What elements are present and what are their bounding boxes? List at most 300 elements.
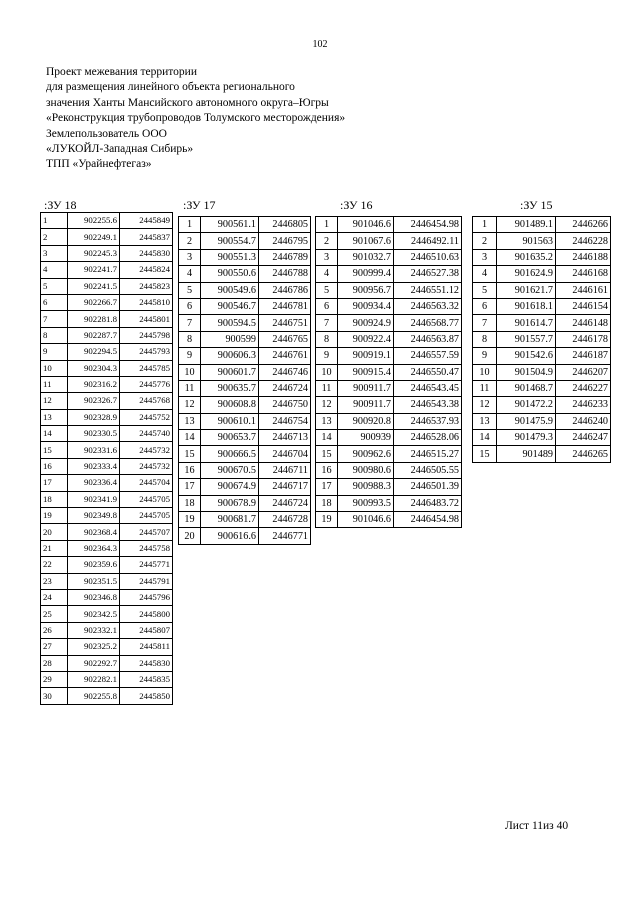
y-coordinate-cell: 2446265	[556, 446, 611, 462]
point-number-cell: 13	[179, 413, 201, 429]
plot-label-zu18: :ЗУ 18	[44, 198, 77, 212]
x-coordinate-cell: 900924.9	[338, 315, 394, 331]
table-row	[41, 573, 173, 589]
y-coordinate-cell: 2446781	[259, 298, 311, 314]
point-number-cell: 9	[316, 348, 338, 364]
y-coordinate-cell: 2445800	[120, 606, 173, 622]
y-coordinate-cell: 2445705	[120, 508, 173, 524]
table-row	[316, 249, 462, 265]
x-coordinate-cell: 900610.1	[201, 413, 259, 429]
y-coordinate-cell: 2446751	[259, 315, 311, 331]
y-coordinate-cell: 2446568.77	[394, 315, 462, 331]
y-coordinate-cell: 2446788	[259, 266, 311, 282]
y-coordinate-cell: 2446227	[556, 380, 611, 396]
y-coordinate-cell: 2446515.27	[394, 446, 462, 462]
x-coordinate-cell: 901635.2	[497, 249, 556, 265]
x-coordinate-cell: 901557.7	[497, 331, 556, 347]
point-number-cell: 4	[473, 266, 497, 282]
table-row	[179, 512, 311, 528]
y-coordinate-cell: 2446765	[259, 331, 311, 347]
x-coordinate-cell: 901563	[497, 233, 556, 249]
point-number-cell: 16	[316, 462, 338, 478]
point-number-cell: 18	[316, 495, 338, 511]
y-coordinate-cell: 2446188	[556, 249, 611, 265]
table-row	[316, 495, 462, 511]
plot-label-zu15: :ЗУ 15	[520, 198, 553, 212]
point-number-cell: 16	[41, 458, 68, 474]
point-number-cell: 11	[179, 380, 201, 396]
point-number-cell: 18	[179, 495, 201, 511]
table-row	[41, 458, 173, 474]
table-row	[179, 495, 311, 511]
x-coordinate-cell: 902294.5	[68, 344, 120, 360]
table-row	[179, 430, 311, 446]
point-number-cell: 4	[179, 266, 201, 282]
point-number-cell: 15	[473, 446, 497, 462]
plot-label-zu17: :ЗУ 17	[183, 198, 216, 212]
table-row	[41, 622, 173, 638]
x-coordinate-cell: 900915.4	[338, 364, 394, 380]
point-number-cell: 14	[41, 426, 68, 442]
table-row	[41, 426, 173, 442]
x-coordinate-cell: 902325.2	[68, 639, 120, 655]
point-number-cell: 23	[41, 573, 68, 589]
table-row	[473, 413, 611, 429]
y-coordinate-cell: 2446207	[556, 364, 611, 380]
y-coordinate-cell: 2446761	[259, 348, 311, 364]
x-coordinate-cell: 900922.4	[338, 331, 394, 347]
table-row	[41, 557, 173, 573]
point-number-cell: 5	[179, 282, 201, 298]
point-number-cell: 15	[41, 442, 68, 458]
x-coordinate-cell: 901621.7	[497, 282, 556, 298]
point-number-cell: 7	[41, 311, 68, 327]
x-coordinate-cell: 902333.4	[68, 458, 120, 474]
y-coordinate-cell: 2445758	[120, 540, 173, 556]
table-row	[473, 446, 611, 462]
point-number-cell: 6	[316, 298, 338, 314]
table-row	[41, 540, 173, 556]
point-number-cell: 29	[41, 671, 68, 687]
point-number-cell: 8	[473, 331, 497, 347]
table-row	[179, 331, 311, 347]
point-number-cell: 6	[179, 298, 201, 314]
x-coordinate-cell: 900920.8	[338, 413, 394, 429]
point-number-cell: 15	[316, 446, 338, 462]
point-number-cell: 5	[41, 278, 68, 294]
table-row	[179, 364, 311, 380]
y-coordinate-cell: 2446483.72	[394, 495, 462, 511]
point-number-cell: 3	[316, 249, 338, 265]
table-row	[316, 479, 462, 495]
y-coordinate-cell: 2446805	[259, 217, 311, 233]
y-coordinate-cell: 2446754	[259, 413, 311, 429]
table-row	[316, 233, 462, 249]
x-coordinate-cell: 902304.3	[68, 360, 120, 376]
y-coordinate-cell: 2446771	[259, 528, 311, 544]
x-coordinate-cell: 900666.5	[201, 446, 259, 462]
table-row	[179, 479, 311, 495]
x-coordinate-cell: 902368.4	[68, 524, 120, 540]
header-line: «Реконструкция трубопроводов Толумского месторождения»	[46, 112, 346, 125]
table-row	[179, 315, 311, 331]
point-number-cell: 2	[179, 233, 201, 249]
point-number-cell: 18	[41, 491, 68, 507]
x-coordinate-cell: 902351.5	[68, 573, 120, 589]
table-row	[316, 446, 462, 462]
y-coordinate-cell: 2445811	[120, 639, 173, 655]
x-coordinate-cell: 900678.9	[201, 495, 259, 511]
x-coordinate-cell: 900911.7	[338, 380, 394, 396]
table-row	[41, 229, 173, 245]
table-row	[473, 397, 611, 413]
x-coordinate-cell: 902336.4	[68, 475, 120, 491]
y-coordinate-cell: 2446724	[259, 495, 311, 511]
table-row	[179, 528, 311, 544]
x-coordinate-cell: 902245.3	[68, 245, 120, 261]
y-coordinate-cell: 2446795	[259, 233, 311, 249]
x-coordinate-cell: 900635.7	[201, 380, 259, 396]
y-coordinate-cell: 2446168	[556, 266, 611, 282]
y-coordinate-cell: 2446724	[259, 380, 311, 396]
y-coordinate-cell: 2446563.87	[394, 331, 462, 347]
table-row	[41, 639, 173, 655]
header-line: Землепользователь ООО	[46, 127, 167, 140]
y-coordinate-cell: 2445837	[120, 229, 173, 245]
point-number-cell: 17	[179, 479, 201, 495]
x-coordinate-cell: 900599	[201, 331, 259, 347]
x-coordinate-cell: 901046.6	[338, 217, 394, 233]
table-row	[316, 380, 462, 396]
y-coordinate-cell: 2446187	[556, 348, 611, 364]
y-coordinate-cell: 2445823	[120, 278, 173, 294]
point-number-cell: 6	[41, 294, 68, 310]
table-row	[316, 397, 462, 413]
point-number-cell: 13	[473, 413, 497, 429]
point-number-cell: 22	[41, 557, 68, 573]
table-row	[41, 524, 173, 540]
table-row	[41, 327, 173, 343]
y-coordinate-cell: 2446454.98	[394, 512, 462, 528]
coordinates-table-zu15	[472, 216, 611, 463]
table-row	[41, 475, 173, 491]
y-coordinate-cell: 2445785	[120, 360, 173, 376]
y-coordinate-cell: 2446454.98	[394, 217, 462, 233]
x-coordinate-cell: 902255.6	[68, 213, 120, 229]
y-coordinate-cell: 2446240	[556, 413, 611, 429]
table-row	[41, 671, 173, 687]
x-coordinate-cell: 901046.6	[338, 512, 394, 528]
x-coordinate-cell: 902364.3	[68, 540, 120, 556]
x-coordinate-cell: 901032.7	[338, 249, 394, 265]
point-number-cell: 7	[179, 315, 201, 331]
point-number-cell: 20	[41, 524, 68, 540]
point-number-cell: 13	[316, 413, 338, 429]
y-coordinate-cell: 2445768	[120, 393, 173, 409]
y-coordinate-cell: 2446704	[259, 446, 311, 462]
x-coordinate-cell: 900546.7	[201, 298, 259, 314]
header-line: «ЛУКОЙЛ-Западная Сибирь»	[46, 143, 194, 156]
point-number-cell: 3	[41, 245, 68, 261]
point-number-cell: 11	[41, 376, 68, 392]
x-coordinate-cell: 902266.7	[68, 294, 120, 310]
x-coordinate-cell: 902326.7	[68, 393, 120, 409]
table-row	[41, 508, 173, 524]
y-coordinate-cell: 2446501.39	[394, 479, 462, 495]
y-coordinate-cell: 2445824	[120, 262, 173, 278]
point-number-cell: 1	[179, 217, 201, 233]
x-coordinate-cell: 902282.1	[68, 671, 120, 687]
table-row	[41, 344, 173, 360]
x-coordinate-cell: 902328.9	[68, 409, 120, 425]
point-number-cell: 9	[179, 348, 201, 364]
y-coordinate-cell: 2446528.06	[394, 430, 462, 446]
table-row	[179, 298, 311, 314]
table-row	[473, 249, 611, 265]
point-number-cell: 10	[316, 364, 338, 380]
table-row	[179, 413, 311, 429]
table-row	[316, 217, 462, 233]
x-coordinate-cell: 900616.6	[201, 528, 259, 544]
x-coordinate-cell: 900681.7	[201, 512, 259, 528]
x-coordinate-cell: 902241.7	[68, 262, 120, 278]
point-number-cell: 1	[41, 213, 68, 229]
y-coordinate-cell: 2445830	[120, 245, 173, 261]
y-coordinate-cell: 2446492.11	[394, 233, 462, 249]
x-coordinate-cell: 900608.8	[201, 397, 259, 413]
point-number-cell: 17	[316, 479, 338, 495]
y-coordinate-cell: 2446233	[556, 397, 611, 413]
point-number-cell: 8	[179, 331, 201, 347]
table-row	[473, 315, 611, 331]
table-row	[473, 348, 611, 364]
y-coordinate-cell: 2446527.38	[394, 266, 462, 282]
x-coordinate-cell: 902346.8	[68, 589, 120, 605]
point-number-cell: 6	[473, 298, 497, 314]
coordinates-table-zu16	[315, 216, 462, 528]
table-row	[41, 360, 173, 376]
y-coordinate-cell: 2446505.55	[394, 462, 462, 478]
x-coordinate-cell: 900988.3	[338, 479, 394, 495]
point-number-cell: 4	[41, 262, 68, 278]
y-coordinate-cell: 2446750	[259, 397, 311, 413]
point-number-cell: 20	[179, 528, 201, 544]
y-coordinate-cell: 2446154	[556, 298, 611, 314]
table-row	[316, 364, 462, 380]
table-row	[179, 249, 311, 265]
x-coordinate-cell: 900549.6	[201, 282, 259, 298]
point-number-cell: 8	[316, 331, 338, 347]
x-coordinate-cell: 902316.2	[68, 376, 120, 392]
coordinates-table-zu18	[40, 212, 173, 705]
y-coordinate-cell: 2446178	[556, 331, 611, 347]
y-coordinate-cell: 2446557.59	[394, 348, 462, 364]
table-row	[316, 282, 462, 298]
point-number-cell: 7	[473, 315, 497, 331]
table-row	[41, 278, 173, 294]
x-coordinate-cell: 900550.6	[201, 266, 259, 282]
point-number-cell: 14	[473, 430, 497, 446]
table-row	[41, 655, 173, 671]
table-row	[41, 245, 173, 261]
table-row	[473, 233, 611, 249]
point-number-cell: 17	[41, 475, 68, 491]
table-row	[179, 217, 311, 233]
y-coordinate-cell: 2446746	[259, 364, 311, 380]
point-number-cell: 10	[179, 364, 201, 380]
x-coordinate-cell: 900554.7	[201, 233, 259, 249]
y-coordinate-cell: 2446713	[259, 430, 311, 446]
x-coordinate-cell: 900919.1	[338, 348, 394, 364]
y-coordinate-cell: 2445705	[120, 491, 173, 507]
y-coordinate-cell: 2445752	[120, 409, 173, 425]
x-coordinate-cell: 902249.1	[68, 229, 120, 245]
point-number-cell: 1	[316, 217, 338, 233]
x-coordinate-cell: 902342.5	[68, 606, 120, 622]
y-coordinate-cell: 2445771	[120, 557, 173, 573]
y-coordinate-cell: 2445707	[120, 524, 173, 540]
y-coordinate-cell: 2445798	[120, 327, 173, 343]
x-coordinate-cell: 900962.6	[338, 446, 394, 462]
point-number-cell: 12	[316, 397, 338, 413]
table-row	[41, 294, 173, 310]
x-coordinate-cell: 900606.3	[201, 348, 259, 364]
x-coordinate-cell: 900999.4	[338, 266, 394, 282]
point-number-cell: 16	[179, 462, 201, 478]
x-coordinate-cell: 900561.1	[201, 217, 259, 233]
table-row	[41, 376, 173, 392]
x-coordinate-cell: 901624.9	[497, 266, 556, 282]
table-row	[473, 380, 611, 396]
y-coordinate-cell: 2445810	[120, 294, 173, 310]
table-row	[179, 462, 311, 478]
point-number-cell: 2	[316, 233, 338, 249]
table-row	[473, 331, 611, 347]
x-coordinate-cell: 900653.7	[201, 430, 259, 446]
y-coordinate-cell: 2445704	[120, 475, 173, 491]
x-coordinate-cell: 902241.5	[68, 278, 120, 294]
point-number-cell: 5	[473, 282, 497, 298]
table-row	[473, 430, 611, 446]
x-coordinate-cell: 902287.7	[68, 327, 120, 343]
y-coordinate-cell: 2445801	[120, 311, 173, 327]
table-row	[41, 262, 173, 278]
y-coordinate-cell: 2446550.47	[394, 364, 462, 380]
table-row	[316, 413, 462, 429]
y-coordinate-cell: 2446510.63	[394, 249, 462, 265]
y-coordinate-cell: 2445793	[120, 344, 173, 360]
point-number-cell: 30	[41, 688, 68, 704]
point-number-cell: 21	[41, 540, 68, 556]
x-coordinate-cell: 901489.1	[497, 217, 556, 233]
x-coordinate-cell: 900980.6	[338, 462, 394, 478]
x-coordinate-cell: 902255.8	[68, 688, 120, 704]
table-row	[179, 397, 311, 413]
table-row	[316, 462, 462, 478]
point-number-cell: 11	[316, 380, 338, 396]
table-row	[316, 430, 462, 446]
y-coordinate-cell: 2445732	[120, 442, 173, 458]
table-row	[41, 409, 173, 425]
plot-label-zu16: :ЗУ 16	[340, 198, 373, 212]
x-coordinate-cell: 902281.8	[68, 311, 120, 327]
x-coordinate-cell: 900993.5	[338, 495, 394, 511]
y-coordinate-cell: 2446247	[556, 430, 611, 446]
y-coordinate-cell: 2445835	[120, 671, 173, 687]
y-coordinate-cell: 2445849	[120, 213, 173, 229]
table-row	[41, 491, 173, 507]
x-coordinate-cell: 901067.6	[338, 233, 394, 249]
y-coordinate-cell: 2445776	[120, 376, 173, 392]
table-row	[316, 331, 462, 347]
point-number-cell: 7	[316, 315, 338, 331]
x-coordinate-cell: 902341.9	[68, 491, 120, 507]
y-coordinate-cell: 2446148	[556, 315, 611, 331]
page-number: 102	[312, 39, 328, 50]
x-coordinate-cell: 900956.7	[338, 282, 394, 298]
header-line: для размещения линейного объекта регионального	[46, 81, 295, 94]
x-coordinate-cell: 902349.8	[68, 508, 120, 524]
table-row	[473, 266, 611, 282]
x-coordinate-cell: 901504.9	[497, 364, 556, 380]
x-coordinate-cell: 900674.9	[201, 479, 259, 495]
coordinates-table-zu17	[178, 216, 311, 545]
point-number-cell: 2	[41, 229, 68, 245]
header-line: Проект межевания территории	[46, 66, 197, 78]
table-row	[316, 298, 462, 314]
x-coordinate-cell: 900934.4	[338, 298, 394, 314]
x-coordinate-cell: 902359.6	[68, 557, 120, 573]
table-row	[473, 282, 611, 298]
x-coordinate-cell: 901618.1	[497, 298, 556, 314]
table-row	[41, 213, 173, 229]
point-number-cell: 14	[316, 430, 338, 446]
point-number-cell: 3	[473, 249, 497, 265]
table-row	[41, 442, 173, 458]
table-row	[316, 315, 462, 331]
sheet-footer: Лист 11из 40	[505, 820, 569, 832]
header-line: значения Ханты Мансийского автономного округа–Югры	[46, 96, 329, 109]
table-row	[179, 266, 311, 282]
point-number-cell: 9	[41, 344, 68, 360]
point-number-cell: 12	[41, 393, 68, 409]
table-row	[179, 348, 311, 364]
table-row	[41, 688, 173, 704]
x-coordinate-cell: 901468.7	[497, 380, 556, 396]
table-row	[41, 606, 173, 622]
x-coordinate-cell: 901614.7	[497, 315, 556, 331]
table-row	[473, 217, 611, 233]
x-coordinate-cell: 902330.5	[68, 426, 120, 442]
y-coordinate-cell: 2445732	[120, 458, 173, 474]
document-header	[46, 65, 345, 173]
x-coordinate-cell: 900670.5	[201, 462, 259, 478]
table-row	[41, 311, 173, 327]
point-number-cell: 2	[473, 233, 497, 249]
x-coordinate-cell: 900939	[338, 430, 394, 446]
x-coordinate-cell: 900551.3	[201, 249, 259, 265]
table-row	[179, 446, 311, 462]
table-row	[41, 589, 173, 605]
y-coordinate-cell: 2445791	[120, 573, 173, 589]
table-row	[316, 348, 462, 364]
x-coordinate-cell: 901542.6	[497, 348, 556, 364]
y-coordinate-cell: 2446161	[556, 282, 611, 298]
y-coordinate-cell: 2446543.38	[394, 397, 462, 413]
header-line: ТПП «Урайнефтегаз»	[46, 158, 152, 171]
x-coordinate-cell: 901489	[497, 446, 556, 462]
y-coordinate-cell: 2446717	[259, 479, 311, 495]
